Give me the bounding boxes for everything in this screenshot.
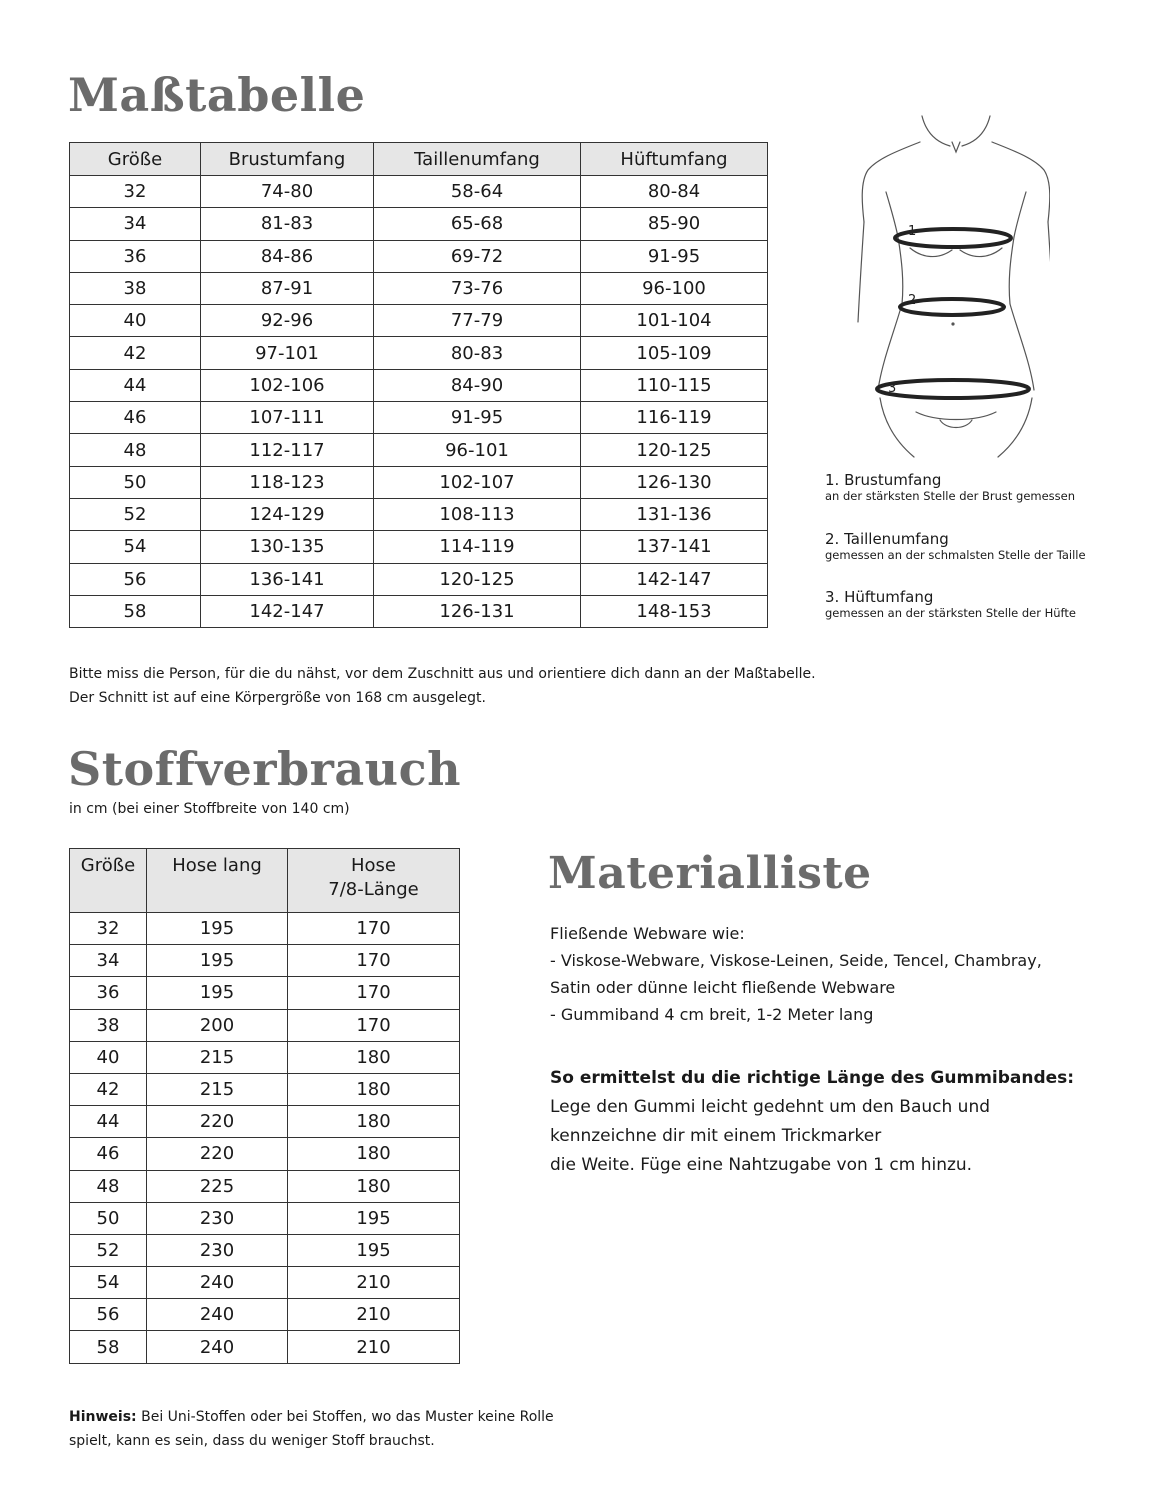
cell-seven-eighth-pants: 180 — [288, 1138, 460, 1170]
table-row — [70, 1106, 460, 1138]
material-line: Satin oder dünne leicht fließende Webware — [550, 978, 896, 997]
cell-bust: 102-106 — [201, 369, 374, 401]
cell-hip: 142-147 — [581, 563, 768, 595]
cell-long-pants: 215 — [147, 1041, 288, 1073]
legend-waist-title: 2. Taillenumfang — [825, 530, 949, 548]
cell-size: 34 — [70, 945, 147, 977]
material-line: Fließende Webware wie: — [550, 924, 745, 943]
cell-long-pants: 195 — [147, 977, 288, 1009]
measurement-note-line-2: Der Schnitt ist auf eine Körpergröße von 168 cm ausgelegt. — [69, 690, 486, 706]
cell-bust: 87-91 — [201, 272, 374, 304]
cell-long-pants: 230 — [147, 1202, 288, 1234]
cell-long-pants: 220 — [147, 1138, 288, 1170]
cell-seven-eighth-pants: 170 — [288, 1009, 460, 1041]
table-row — [70, 1170, 460, 1202]
cell-waist: 84-90 — [374, 369, 581, 401]
legend-hip — [825, 588, 1076, 621]
cell-seven-eighth-pants: 210 — [288, 1299, 460, 1331]
cell-hip: 126-130 — [581, 466, 768, 498]
cell-size: 54 — [70, 1267, 147, 1299]
cell-long-pants: 200 — [147, 1009, 288, 1041]
cell-size: 54 — [70, 531, 201, 563]
table-row — [70, 337, 768, 369]
cell-size: 56 — [70, 563, 201, 595]
cell-size: 42 — [70, 337, 201, 369]
fabric-table-body — [70, 913, 460, 1364]
table-row — [70, 369, 768, 401]
header-hip: Hüftumfang — [581, 143, 768, 176]
header-seven-eighth-line-2: 7/8-Länge — [328, 879, 419, 901]
table-row — [70, 1202, 460, 1234]
cell-long-pants: 240 — [147, 1267, 288, 1299]
cell-size: 50 — [70, 1202, 147, 1234]
cell-waist: 114-119 — [374, 531, 581, 563]
legend-hip-title: 3. Hüftumfang — [825, 588, 934, 606]
header-seven-eighth-line-1: Hose — [351, 855, 396, 876]
cell-waist: 120-125 — [374, 563, 581, 595]
cell-long-pants: 225 — [147, 1170, 288, 1202]
cell-size: 38 — [70, 1009, 147, 1041]
table-row — [70, 466, 768, 498]
legend-bust-title: 1. Brustumfang — [825, 471, 942, 489]
cell-hip: 96-100 — [581, 272, 768, 304]
table-header-row — [70, 849, 460, 913]
cell-hip: 105-109 — [581, 337, 768, 369]
hint-line-2: spielt, kann es sein, dass du weniger Stoff brauchst. — [69, 1433, 435, 1449]
cell-hip: 137-141 — [581, 531, 768, 563]
cell-hip: 120-125 — [581, 434, 768, 466]
cell-size: 44 — [70, 1106, 147, 1138]
cell-hip: 85-90 — [581, 208, 768, 240]
table-row — [70, 977, 460, 1009]
cell-size: 58 — [70, 595, 201, 627]
cell-seven-eighth-pants: 195 — [288, 1234, 460, 1266]
cell-bust: 81-83 — [201, 208, 374, 240]
cell-hip: 116-119 — [581, 402, 768, 434]
cell-seven-eighth-pants: 170 — [288, 913, 460, 945]
legend-waist — [825, 530, 1086, 563]
cell-size: 32 — [70, 913, 147, 945]
marker-1: 1 — [908, 224, 917, 239]
cell-seven-eighth-pants: 180 — [288, 1106, 460, 1138]
masstabelle-title: Maßtabelle — [68, 68, 366, 122]
navel-mark — [951, 322, 954, 325]
cell-seven-eighth-pants: 180 — [288, 1073, 460, 1105]
cell-size: 48 — [70, 1170, 147, 1202]
cell-size: 48 — [70, 434, 201, 466]
header-long-pants: Hose lang — [147, 849, 288, 913]
cell-long-pants: 195 — [147, 913, 288, 945]
cell-waist: 65-68 — [374, 208, 581, 240]
marker-3: 3 — [888, 381, 897, 396]
table-row — [70, 945, 460, 977]
cell-hip: 110-115 — [581, 369, 768, 401]
cell-size: 40 — [70, 305, 201, 337]
cell-seven-eighth-pants: 170 — [288, 977, 460, 1009]
cell-seven-eighth-pants: 210 — [288, 1267, 460, 1299]
cell-bust: 142-147 — [201, 595, 374, 627]
elastic-instruction-line: die Weite. Füge eine Nahtzugabe von 1 cm hinzu. — [550, 1155, 973, 1175]
header-seven-eighth-pants — [288, 849, 460, 913]
fabric-table — [69, 848, 460, 1364]
cell-hip: 80-84 — [581, 176, 768, 208]
table-row — [70, 498, 768, 530]
legend-bust-desc: an der stärksten Stelle der Brust gemessen — [825, 489, 1076, 503]
cell-bust: 130-135 — [201, 531, 374, 563]
table-row — [70, 1138, 460, 1170]
body-outline-illustration — [840, 112, 1050, 462]
elastic-instruction-line: kennzeichne dir mit einem Trickmarker — [550, 1126, 882, 1146]
measurement-note — [69, 662, 816, 710]
material-list — [550, 920, 1140, 1028]
cell-bust: 118-123 — [201, 466, 374, 498]
cell-hip: 131-136 — [581, 498, 768, 530]
cell-seven-eighth-pants: 210 — [288, 1331, 460, 1363]
materialliste-title: Materialliste — [548, 848, 872, 899]
cell-hip: 91-95 — [581, 240, 768, 272]
hint-label: Hinweis: — [69, 1409, 137, 1425]
header-waist: Taillenumfang — [374, 143, 581, 176]
cell-size: 36 — [70, 240, 201, 272]
table-row — [70, 1234, 460, 1266]
cell-bust: 74-80 — [201, 176, 374, 208]
cell-bust: 136-141 — [201, 563, 374, 595]
cell-bust: 92-96 — [201, 305, 374, 337]
table-header-row — [70, 143, 768, 176]
table-row — [70, 1073, 460, 1105]
cell-hip: 148-153 — [581, 595, 768, 627]
legend-waist-desc: gemessen an der schmalsten Stelle der Taille — [825, 548, 1086, 562]
table-row — [70, 531, 768, 563]
stoffverbrauch-title: Stoffverbrauch — [68, 742, 462, 796]
cell-waist: 96-101 — [374, 434, 581, 466]
table-row — [70, 913, 460, 945]
hint-note — [69, 1405, 554, 1453]
cell-long-pants: 240 — [147, 1299, 288, 1331]
header-bust: Brustumfang — [201, 143, 374, 176]
stoffverbrauch-subtitle: in cm (bei einer Stoffbreite von 140 cm) — [69, 801, 350, 817]
header-size: Größe — [70, 849, 147, 913]
cell-size: 42 — [70, 1073, 147, 1105]
cell-bust: 84-86 — [201, 240, 374, 272]
cell-size: 46 — [70, 402, 201, 434]
elastic-instructions — [550, 1064, 1140, 1180]
table-row — [70, 1009, 460, 1041]
cell-waist: 108-113 — [374, 498, 581, 530]
table-row — [70, 208, 768, 240]
cell-seven-eighth-pants: 180 — [288, 1170, 460, 1202]
cell-size: 52 — [70, 498, 201, 530]
cell-hip: 101-104 — [581, 305, 768, 337]
hint-text-1: Bei Uni-Stoffen oder bei Stoffen, wo das Muster keine Rolle — [136, 1409, 554, 1425]
cell-waist: 58-64 — [374, 176, 581, 208]
cell-waist: 102-107 — [374, 466, 581, 498]
cell-size: 52 — [70, 1234, 147, 1266]
material-line: - Viskose-Webware, Viskose-Leinen, Seide, Tencel, Chambray, — [550, 951, 1042, 970]
table-row — [70, 563, 768, 595]
cell-long-pants: 230 — [147, 1234, 288, 1266]
table-row — [70, 595, 768, 627]
body-measurement-figure — [840, 112, 1050, 462]
table-row — [70, 1041, 460, 1073]
table-row — [70, 305, 768, 337]
cell-seven-eighth-pants: 195 — [288, 1202, 460, 1234]
cell-bust: 107-111 — [201, 402, 374, 434]
cell-waist: 73-76 — [374, 272, 581, 304]
cell-long-pants: 215 — [147, 1073, 288, 1105]
cell-waist: 80-83 — [374, 337, 581, 369]
elastic-instruction-line: Lege den Gummi leicht gedehnt um den Bauch und — [550, 1097, 991, 1117]
cell-size: 34 — [70, 208, 201, 240]
legend-hip-desc: gemessen an der stärksten Stelle der Hüfte — [825, 606, 1076, 620]
hip-measure-line — [877, 380, 1029, 398]
cell-size: 58 — [70, 1331, 147, 1363]
cell-long-pants: 220 — [147, 1106, 288, 1138]
cell-long-pants: 195 — [147, 945, 288, 977]
cell-size: 56 — [70, 1299, 147, 1331]
cell-size: 46 — [70, 1138, 147, 1170]
cell-long-pants: 240 — [147, 1331, 288, 1363]
cell-size: 40 — [70, 1041, 147, 1073]
header-size: Größe — [70, 143, 201, 176]
legend-bust — [825, 471, 1075, 504]
table-row — [70, 176, 768, 208]
table-row — [70, 402, 768, 434]
cell-size: 50 — [70, 466, 201, 498]
table-row — [70, 240, 768, 272]
table-row — [70, 434, 768, 466]
table-row — [70, 1267, 460, 1299]
cell-seven-eighth-pants: 180 — [288, 1041, 460, 1073]
marker-2: 2 — [908, 293, 917, 308]
table-row — [70, 272, 768, 304]
measurement-table — [69, 142, 768, 628]
cell-bust: 124-129 — [201, 498, 374, 530]
cell-seven-eighth-pants: 170 — [288, 945, 460, 977]
cell-bust: 97-101 — [201, 337, 374, 369]
cell-waist: 77-79 — [374, 305, 581, 337]
cell-size: 36 — [70, 977, 147, 1009]
cell-waist: 126-131 — [374, 595, 581, 627]
elastic-instructions-heading: So ermittelst du die richtige Länge des Gummibandes: — [550, 1068, 1075, 1088]
table-row — [70, 1331, 460, 1363]
material-line: - Gummiband 4 cm breit, 1-2 Meter lang — [550, 1005, 874, 1024]
cell-size: 38 — [70, 272, 201, 304]
hint-line-1 — [69, 1405, 554, 1429]
cell-waist: 69-72 — [374, 240, 581, 272]
table-row — [70, 1299, 460, 1331]
cell-waist: 91-95 — [374, 402, 581, 434]
measurement-table-body — [70, 176, 768, 628]
cell-size: 32 — [70, 176, 201, 208]
cell-bust: 112-117 — [201, 434, 374, 466]
cell-size: 44 — [70, 369, 201, 401]
measurement-note-line-1: Bitte miss die Person, für die du nähst, vor dem Zuschnitt aus und orientiere dich dann an der Maßtabelle. — [69, 666, 816, 682]
